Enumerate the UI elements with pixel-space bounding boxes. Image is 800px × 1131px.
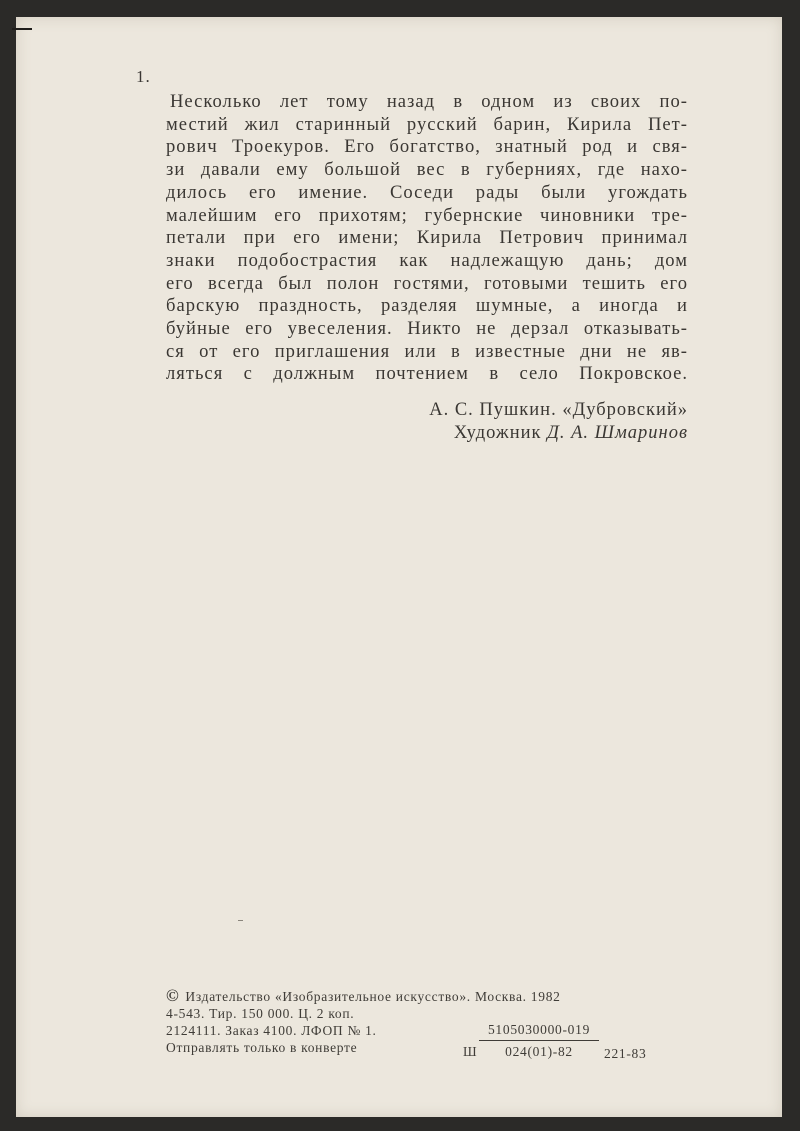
excerpt-line: зи давали ему большой вес в губерниях, где нахо- [166,159,688,181]
code-numerator: 5105030000-019 [479,1022,599,1041]
source-title: А. С. Пушкин. «Дубровский» [429,400,688,420]
publisher-line: Издательство «Изобразительное искусство». Москва. 1982 [185,989,561,1004]
imprint-line: 2124111. Заказ 4100. ЛФОП № 1. [166,1023,377,1038]
excerpt-line: малейшим его прихотям; губернские чиновники тре- [166,204,688,226]
artist-label: Художник [453,423,542,443]
imprint-line: 4-543. Тир. 150 000. Ц. 2 коп. [166,1006,355,1021]
excerpt-line: его всегда был полон гостями, готовыми тешить его [166,272,688,294]
excerpt-line: знаки подобострастия как надлежащую дань; дом [166,249,688,271]
publisher-row [166,987,561,1005]
artist-credit [429,422,688,445]
page-number: 1. [136,67,151,86]
artist-name: Д. А. Шмаринов [547,423,688,443]
code-prefix: Ш [463,1044,478,1059]
excerpt-line: ляться с должным почтением в село Покровское. [166,363,688,385]
postcard-back [16,17,782,1117]
excerpt-line: дилось его имение. Соседи рады были угождать [166,181,688,203]
literary-excerpt [166,91,688,386]
code-suffix: 221-83 [604,1046,647,1061]
copyright-icon: © [166,986,180,1005]
excerpt-line: рович Троекуров. Его богатство, знатный род и свя- [166,136,688,158]
attribution [429,399,688,445]
corner-mark [12,28,32,30]
fold-tick [238,920,243,921]
excerpt-line: петали при его имени; Кирила Петрович принимал [166,227,688,249]
excerpt-line: барскую праздность, разделяя шумные, а иногда и [166,295,688,317]
code-fraction [479,1022,599,1060]
imprint-line: Отправлять только в конверте [166,1040,358,1055]
excerpt-line: местий жил старинный русский барин, Кирила Пет- [166,113,688,135]
code-denominator: 024(01)-82 [505,1044,573,1059]
excerpt-line: Несколько лет тому назад в одном из своих по- [170,91,688,112]
excerpt-line: ся от его приглашения или в известные дни не яв- [166,340,688,362]
excerpt-line: буйные его увеселения. Никто не дерзал отказывать- [166,318,688,340]
